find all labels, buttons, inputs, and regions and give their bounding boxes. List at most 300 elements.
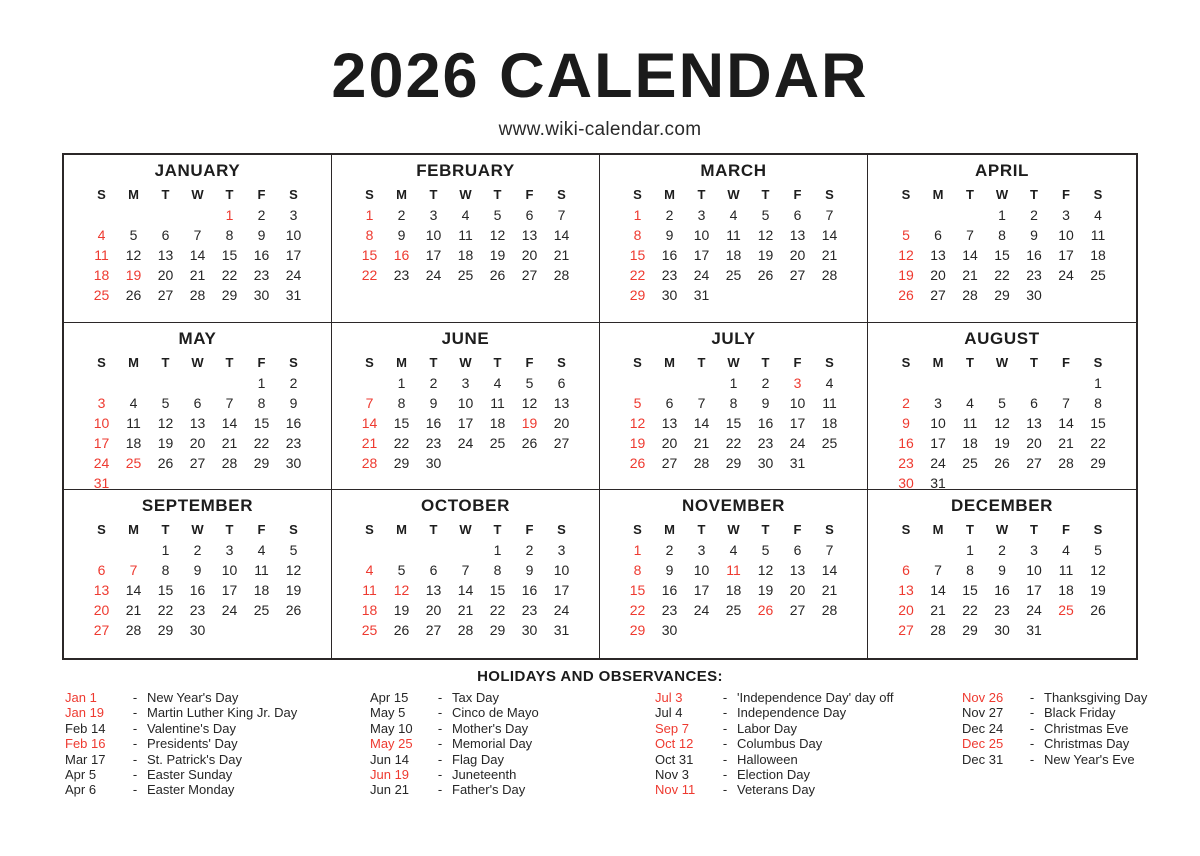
date-cell: 22 — [1090, 434, 1106, 451]
date-cell: 27 — [93, 622, 110, 639]
holiday-date: Nov 3 — [655, 766, 689, 782]
day-header: S — [825, 522, 834, 538]
date-cell: 6 — [97, 562, 106, 579]
date-cell: 18 — [725, 582, 742, 599]
holiday-name: Veterans Day — [737, 782, 816, 798]
date-cell: 16 — [189, 582, 206, 599]
date-cell: 24 — [425, 267, 442, 283]
date-cell: 3 — [225, 542, 234, 559]
day-header: S — [1093, 522, 1103, 538]
date-cell: 20 — [157, 267, 174, 283]
month-title: OCTOBER — [421, 496, 510, 516]
holiday-dash: - — [132, 751, 138, 767]
date-cell: 19 — [521, 414, 538, 431]
date-cell: 3 — [697, 207, 706, 223]
empty-cell — [1050, 373, 1082, 393]
date-cell: 18 — [821, 414, 838, 431]
month-table — [332, 184, 599, 285]
date-cell: 14 — [1058, 414, 1074, 431]
date-cell: 26 — [898, 287, 914, 303]
day-header: F — [257, 187, 266, 202]
date-cell: 15 — [221, 247, 238, 263]
date-cell: 3 — [934, 394, 942, 411]
date-cell: 24 — [457, 434, 474, 451]
date-cell: 6 — [161, 227, 170, 243]
date-cell: 11 — [94, 247, 109, 263]
holiday-entry — [65, 705, 297, 720]
date-cell: 26 — [521, 434, 538, 451]
date-cell: 26 — [489, 267, 506, 283]
date-cell: 21 — [693, 434, 710, 451]
date-cell: 23 — [393, 267, 410, 283]
date-cell: 13 — [553, 394, 570, 411]
date-cell: 9 — [902, 414, 910, 431]
holiday-date: Dec 25 — [962, 736, 1004, 752]
date-cell: 21 — [930, 602, 946, 619]
date-cell: 26 — [1090, 602, 1106, 619]
date-cell: 16 — [393, 247, 410, 263]
date-cell: 30 — [189, 622, 206, 639]
month-table — [64, 184, 331, 305]
date-cell: 17 — [693, 247, 710, 263]
date-cell: 13 — [1026, 414, 1042, 431]
day-header: W — [459, 522, 472, 538]
months-grid — [62, 153, 1138, 660]
day-header: T — [161, 187, 170, 202]
holiday-name: Thanksgiving Day — [1044, 690, 1148, 705]
date-cell: 6 — [902, 562, 910, 579]
holiday-date: Sep 7 — [655, 720, 689, 736]
date-cell: 26 — [393, 622, 410, 639]
date-cell: 28 — [457, 622, 474, 639]
date-cell: 7 — [557, 207, 566, 223]
date-cell: 1 — [966, 542, 974, 559]
date-cell: 12 — [285, 562, 302, 579]
date-cell: 21 — [457, 602, 474, 619]
day-header: T — [225, 354, 234, 370]
day-header: S — [557, 187, 566, 202]
date-cell: 22 — [221, 267, 238, 283]
date-cell: 4 — [729, 207, 738, 223]
holidays-heading: HOLIDAYS AND OBSERVANCES: — [477, 668, 723, 685]
date-cell: 19 — [157, 434, 174, 451]
date-cell: 12 — [1090, 562, 1106, 579]
date-cell: 31 — [285, 287, 302, 303]
day-header: S — [901, 522, 911, 538]
holiday-entry — [655, 690, 894, 705]
date-cell: 14 — [221, 414, 238, 431]
date-cell: 26 — [125, 287, 142, 303]
date-cell: 17 — [285, 247, 302, 263]
holiday-dash: - — [132, 705, 138, 721]
date-cell: 18 — [93, 267, 110, 283]
holiday-entry — [962, 736, 1147, 751]
date-cell: 7 — [225, 394, 234, 411]
day-header: M — [664, 522, 675, 538]
date-cell: 1 — [257, 374, 266, 391]
date-cell: 3 — [1062, 207, 1070, 223]
date-cell: 2 — [998, 542, 1006, 559]
month-title: MARCH — [700, 161, 767, 180]
date-cell: 30 — [757, 454, 774, 471]
empty-cell — [686, 373, 718, 393]
date-cell: 3 — [1030, 542, 1038, 559]
date-cell: 2 — [397, 207, 406, 223]
month-table — [868, 184, 1136, 305]
day-header: S — [901, 354, 911, 370]
month-table — [332, 519, 599, 640]
empty-cell — [654, 373, 686, 393]
date-cell: 7 — [1062, 394, 1070, 411]
day-header: W — [727, 522, 740, 538]
date-cell: 30 — [994, 622, 1010, 639]
holiday-entry — [655, 782, 894, 797]
date-cell: 2 — [1030, 207, 1038, 223]
date-cell: 7 — [129, 562, 138, 579]
date-cell: 26 — [757, 602, 774, 619]
date-cell: 11 — [962, 414, 978, 431]
date-cell: 16 — [425, 414, 442, 431]
date-cell: 17 — [789, 414, 806, 431]
holiday-entry — [370, 736, 539, 751]
date-cell: 28 — [553, 267, 570, 283]
date-cell: 3 — [557, 542, 566, 559]
month-title: APRIL — [975, 161, 1029, 180]
date-cell: 10 — [693, 227, 710, 243]
date-cell: 28 — [221, 454, 238, 471]
date-cell: 22 — [629, 267, 646, 283]
holiday-name: Presidents' Day — [147, 736, 238, 752]
date-cell: 19 — [757, 582, 774, 599]
day-header: M — [396, 354, 407, 370]
holiday-dash: - — [722, 720, 728, 736]
holiday-date: Jan 1 — [65, 690, 97, 705]
date-cell: 16 — [757, 414, 774, 431]
empty-cell — [1018, 373, 1050, 393]
holiday-entry — [370, 721, 539, 736]
date-cell: 5 — [525, 374, 534, 391]
holiday-name: Columbus Day — [737, 736, 823, 752]
holiday-date: May 25 — [370, 736, 413, 752]
day-header: M — [128, 354, 139, 370]
date-cell: 11 — [1090, 227, 1106, 243]
date-cell: 4 — [825, 374, 834, 391]
date-cell: 8 — [998, 227, 1006, 243]
date-cell: 9 — [289, 394, 298, 411]
holiday-name: St. Patrick's Day — [147, 751, 242, 767]
empty-cell — [954, 205, 986, 225]
date-cell: 21 — [1058, 434, 1074, 451]
date-cell: 25 — [457, 267, 474, 283]
holidays-list — [0, 690, 1200, 810]
holiday-dash: - — [132, 736, 138, 752]
date-cell: 8 — [729, 394, 738, 411]
date-cell: 10 — [553, 562, 570, 579]
holiday-date: Jul 4 — [655, 705, 683, 721]
empty-cell — [214, 373, 246, 393]
date-cell: 22 — [629, 602, 646, 619]
date-cell: 25 — [725, 267, 742, 283]
date-cell: 22 — [994, 267, 1010, 283]
date-cell: 23 — [661, 602, 678, 619]
month-february — [332, 155, 600, 323]
date-cell: 7 — [365, 394, 374, 411]
date-cell: 23 — [898, 454, 914, 471]
date-cell: 31 — [930, 474, 946, 491]
date-cell: 13 — [898, 582, 914, 599]
date-cell: 17 — [1026, 582, 1042, 599]
date-cell: 23 — [521, 602, 538, 619]
holiday-name: Cinco de Mayo — [452, 705, 539, 721]
date-cell: 10 — [221, 562, 238, 579]
date-cell: 2 — [429, 374, 438, 391]
date-cell: 4 — [1094, 207, 1102, 223]
holiday-dash: - — [722, 751, 728, 767]
date-cell: 12 — [629, 414, 646, 431]
date-cell: 4 — [129, 394, 138, 411]
date-cell: 5 — [902, 227, 910, 243]
date-cell: 5 — [633, 394, 642, 411]
date-cell: 29 — [157, 622, 174, 639]
date-cell: 23 — [994, 602, 1010, 619]
date-cell: 2 — [525, 542, 534, 559]
holiday-entry — [370, 767, 539, 782]
date-cell: 20 — [789, 247, 806, 263]
holiday-name: New Year's Eve — [1044, 751, 1135, 767]
month-title: AUGUST — [964, 328, 1040, 348]
holiday-entry — [65, 721, 297, 736]
holiday-entry — [370, 752, 539, 767]
month-september — [64, 490, 332, 658]
holiday-date: Jul 3 — [655, 690, 683, 705]
holiday-date: Mar 17 — [65, 751, 106, 767]
date-cell: 17 — [693, 582, 710, 599]
holiday-dash: - — [437, 751, 443, 767]
date-cell: 28 — [930, 622, 946, 639]
holiday-date: Apr 5 — [65, 766, 97, 782]
date-cell: 27 — [189, 454, 206, 471]
holiday-date: Dec 24 — [962, 720, 1004, 736]
holiday-name: Mother's Day — [452, 720, 529, 736]
date-cell: 23 — [253, 267, 270, 283]
date-cell: 25 — [93, 287, 110, 303]
date-cell: 11 — [254, 562, 269, 579]
date-cell: 28 — [821, 267, 838, 283]
holiday-column — [962, 690, 1147, 767]
date-cell: 24 — [1026, 602, 1042, 619]
day-header: S — [97, 522, 106, 538]
holiday-name: Election Day — [737, 766, 810, 782]
holiday-dash: - — [1029, 751, 1035, 767]
day-header: W — [995, 354, 1009, 370]
date-cell: 13 — [189, 414, 206, 431]
date-cell: 24 — [693, 602, 710, 619]
date-cell: 6 — [793, 542, 802, 559]
date-cell: 19 — [393, 602, 410, 619]
date-cell: 1 — [998, 207, 1006, 223]
day-header: S — [633, 187, 642, 202]
date-cell: 20 — [930, 267, 946, 283]
month-august — [868, 323, 1136, 491]
date-cell: 19 — [757, 247, 774, 263]
date-cell: 2 — [902, 394, 910, 411]
date-cell: 5 — [493, 207, 502, 223]
date-cell: 10 — [693, 562, 710, 579]
date-cell: 9 — [193, 562, 202, 579]
holiday-dash: - — [722, 690, 728, 705]
date-cell: 24 — [285, 267, 302, 283]
date-cell: 8 — [1094, 394, 1102, 411]
empty-cell — [182, 205, 214, 225]
date-cell: 10 — [285, 227, 302, 243]
date-cell: 18 — [361, 602, 378, 619]
holiday-dash: - — [437, 720, 443, 736]
date-cell: 22 — [253, 434, 270, 451]
date-cell: 31 — [693, 287, 710, 303]
date-cell: 29 — [994, 287, 1010, 303]
month-january — [64, 155, 332, 323]
date-cell: 6 — [557, 374, 566, 391]
day-header: T — [161, 522, 170, 538]
day-header: W — [727, 354, 740, 370]
date-cell: 9 — [761, 394, 770, 411]
date-cell: 20 — [1026, 434, 1042, 451]
date-cell: 27 — [521, 267, 538, 283]
date-cell: 9 — [665, 227, 674, 243]
date-cell: 26 — [757, 267, 774, 283]
date-cell: 30 — [253, 287, 270, 303]
empty-cell — [922, 540, 954, 560]
date-cell: 8 — [257, 394, 266, 411]
empty-cell — [954, 373, 986, 393]
date-cell: 10 — [93, 414, 110, 431]
empty-cell — [890, 205, 922, 225]
day-header: T — [966, 187, 974, 202]
date-cell: 15 — [629, 582, 646, 599]
day-header: F — [1062, 522, 1070, 538]
holiday-column — [655, 690, 894, 798]
day-header: T — [966, 522, 974, 538]
day-header: W — [459, 354, 472, 370]
date-cell: 12 — [521, 394, 538, 411]
date-cell: 15 — [253, 414, 270, 431]
month-title: JULY — [711, 328, 756, 348]
holiday-name: Flag Day — [452, 751, 505, 767]
date-cell: 21 — [361, 434, 378, 451]
day-header: F — [793, 522, 802, 538]
empty-cell — [118, 373, 150, 393]
date-cell: 6 — [525, 207, 534, 223]
month-table — [64, 519, 331, 640]
date-cell: 12 — [757, 227, 774, 243]
date-cell: 24 — [221, 602, 238, 619]
date-cell: 29 — [1090, 454, 1106, 471]
date-cell: 4 — [966, 394, 974, 411]
date-cell: 17 — [425, 247, 442, 263]
day-header: W — [995, 522, 1009, 538]
date-cell: 1 — [225, 207, 234, 223]
date-cell: 1 — [365, 207, 374, 223]
day-header: W — [191, 187, 204, 202]
date-cell: 11 — [362, 582, 377, 599]
holiday-name: Tax Day — [452, 690, 499, 705]
day-header: T — [493, 187, 502, 202]
holiday-entry — [370, 690, 539, 705]
holiday-name: Father's Day — [452, 782, 526, 798]
date-cell: 31 — [1026, 622, 1042, 639]
day-header: W — [727, 187, 740, 202]
holiday-date: May 5 — [370, 705, 406, 721]
empty-cell — [118, 205, 150, 225]
empty-cell — [986, 373, 1018, 393]
date-cell: 21 — [553, 247, 570, 263]
holiday-entry — [655, 752, 894, 767]
holiday-name: Christmas Eve — [1044, 720, 1129, 736]
date-cell: 5 — [1094, 542, 1102, 559]
date-cell: 2 — [289, 374, 298, 391]
date-cell: 19 — [629, 434, 646, 451]
date-cell: 7 — [966, 227, 974, 243]
day-header: F — [793, 187, 802, 202]
date-cell: 17 — [553, 582, 570, 599]
date-cell: 31 — [93, 474, 110, 491]
day-header: T — [429, 354, 438, 370]
date-cell: 5 — [129, 227, 138, 243]
day-header: F — [257, 354, 266, 370]
date-cell: 21 — [821, 247, 838, 263]
day-header: S — [825, 354, 834, 370]
day-header: M — [932, 522, 944, 538]
date-cell: 22 — [361, 267, 378, 283]
holiday-name: 'Independence Day' day off — [737, 690, 894, 705]
holiday-dash: - — [437, 705, 443, 721]
date-cell: 15 — [725, 414, 742, 431]
holiday-entry — [655, 705, 894, 720]
date-cell: 26 — [285, 602, 302, 619]
date-cell: 5 — [998, 394, 1006, 411]
holiday-dash: - — [437, 782, 443, 798]
holiday-dash: - — [132, 720, 138, 736]
date-cell: 26 — [157, 454, 174, 471]
date-cell: 24 — [789, 434, 806, 451]
date-cell: 10 — [425, 227, 442, 243]
date-cell: 12 — [757, 562, 774, 579]
date-cell: 17 — [930, 434, 946, 451]
date-cell: 17 — [1058, 247, 1074, 263]
day-header: T — [225, 522, 234, 538]
day-header: M — [664, 187, 675, 202]
date-cell: 17 — [457, 414, 474, 431]
date-cell: 18 — [489, 414, 506, 431]
day-header: T — [429, 522, 438, 538]
holiday-entry — [370, 782, 539, 797]
date-cell: 14 — [361, 414, 378, 431]
date-cell: 29 — [962, 622, 978, 639]
site-url: www.wiki-calendar.com — [498, 119, 702, 140]
holiday-name: Memorial Day — [452, 736, 533, 752]
date-cell: 4 — [493, 374, 502, 391]
day-header: S — [289, 522, 298, 538]
holiday-date: Jun 19 — [370, 766, 410, 782]
day-header: M — [932, 187, 944, 202]
day-header: T — [1030, 522, 1038, 538]
day-header: S — [557, 354, 566, 370]
empty-cell — [922, 205, 954, 225]
date-cell: 8 — [633, 227, 642, 243]
date-cell: 30 — [285, 454, 302, 471]
date-cell: 9 — [429, 394, 438, 411]
date-cell: 5 — [761, 207, 770, 223]
